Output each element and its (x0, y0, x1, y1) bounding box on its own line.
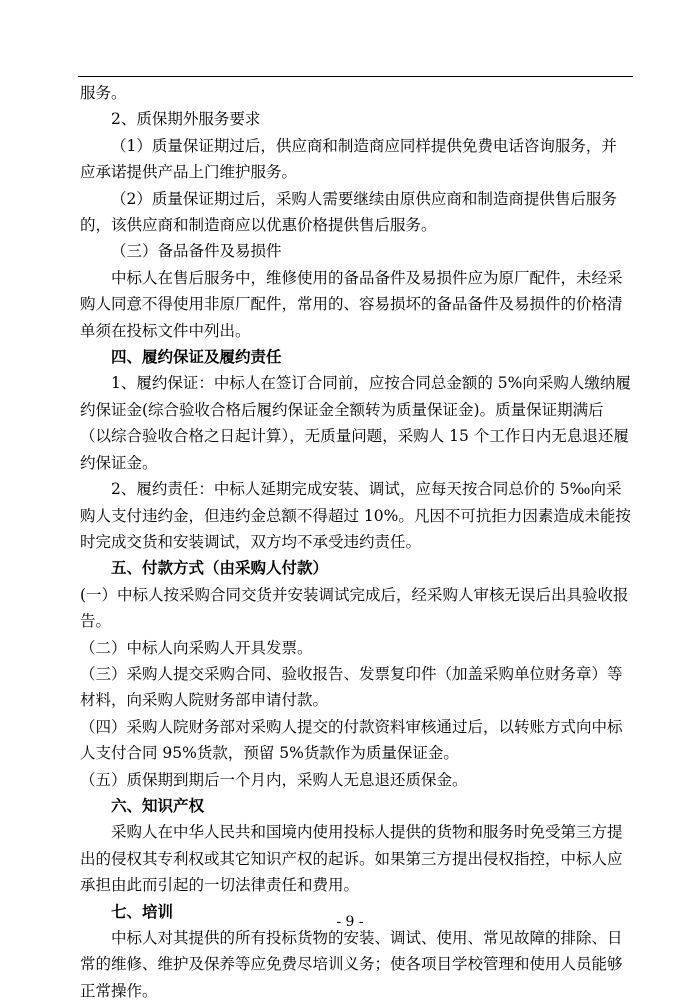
paragraph: （2）质量保证期过后，采购人需要继续由原供应商和制造商提供售后服务的，该供应商和制造商应以优惠价格提供售后服务。 (80, 189, 617, 235)
body-text (80, 80, 632, 1004)
paragraph: （三）备品备件及易损件 (111, 242, 282, 261)
section-heading: 五、付款方式（由采购人付款） (111, 559, 329, 578)
section-heading: 六、知识产权 (111, 796, 205, 815)
paragraph: 2、质保期外服务要求 (111, 110, 261, 129)
paragraph: （四）采购人院财务部对采购人提交的付款资料审核通过后，以转账方式向中标人支付合同 95%货款，预留 5%货款作为质量保证金。 (80, 717, 623, 763)
paragraph: （二）中标人向采购人开具发票。 (80, 638, 313, 657)
paragraph: 采购人在中华人民共和国境内使用投标人提供的货物和服务时免受第三方提出的侵权其专利权或其它知识产权的起诉。如果第三方提出侵权指控，中标人应承担由此而引起的一切法律责任和费用。 (80, 823, 623, 895)
paragraph: （1）质量保证期过后，供应商和制造商应同样提供免费电话咨询服务，并应承诺提供产品上门维护服务。 (80, 136, 617, 182)
paragraph: 1、履约保证：中标人在签订合同前，应按合同总金额的 5%向采购人缴纳履约保证金(综合验收合格后履约保证金全额转为质量保证金)。质量保证期满后（以综合验收合格之日起计算），无质量问题，采购人 15 个工作日内无息退还履约保证金。 (80, 374, 631, 472)
section-heading: 七、培训 (111, 902, 174, 921)
paragraph: 2、履约责任：中标人延期完成安装、调试，应每天按合同总价的 5‰向采购人支付违约金，但违约金总额不得超过 10%。凡因不可抗拒力因素造成未能按时完成交货和安装调试，双方均不承受违约责任。 (80, 480, 631, 551)
paragraph: (一）中标人按采购合同交货并安装调试完成后，经采购人审核无误后出具验收报告。 (80, 585, 629, 631)
paragraph: 服务。 (80, 84, 127, 102)
paragraph: （五）质保期到期后一个月内，采购人无息退还质保金。 (80, 770, 468, 789)
page-number: - 9 - (336, 914, 364, 930)
paragraph: 中标人在售后服务中，维修使用的备品备件及易损件应为原厂配件，未经采购人同意不得使用非原厂配件，常用的、容易损坏的备品备件及易损件的价格清单须在投标文件中列出。 (80, 268, 623, 340)
header-rule (78, 76, 633, 77)
section-heading: 四、履约保证及履约责任 (111, 348, 282, 367)
paragraph: 中标人对其提供的所有投标货物的安装、调试、使用、常见故障的排除、日常的维修、维护及保养等应免费尽培训义务；使各项目学校管理和使用人员能够正常操作。 (80, 929, 623, 1000)
paragraph: （三）采购人提交采购合同、验收报告、发票复印件（加盖采购单位财务章）等材料，向采购人院财务部申请付款。 (80, 664, 623, 710)
